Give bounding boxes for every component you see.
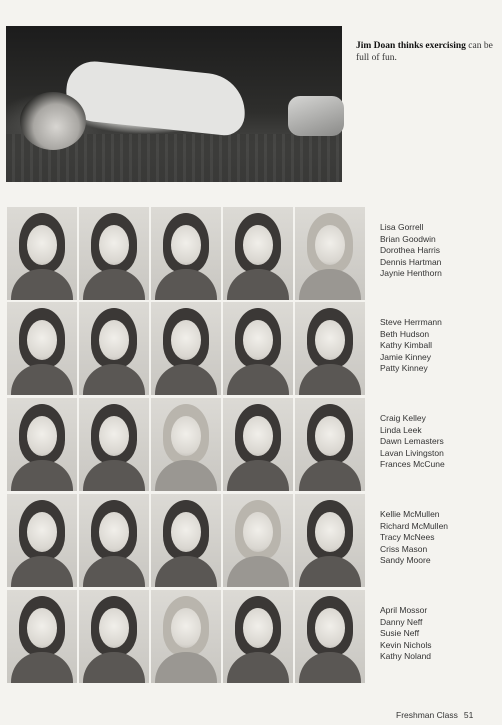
student-portrait (223, 207, 293, 300)
photo-caption (356, 40, 496, 64)
portrait-body (299, 652, 361, 683)
student-name: Kathy Kimball (380, 340, 432, 350)
portrait-body (83, 460, 145, 491)
student-name: Frances McCune (380, 459, 445, 469)
portrait-face (171, 225, 201, 265)
portrait-body (227, 556, 289, 587)
student-portrait (223, 302, 293, 395)
portrait-body (227, 364, 289, 395)
student-name: Jamie Kinney (380, 351, 432, 362)
student-portrait (295, 494, 365, 587)
student-name: Steve Herrmann (380, 317, 442, 327)
student-name: April Mossor (380, 605, 428, 615)
student-portrait (295, 302, 365, 395)
portrait-face (99, 608, 129, 648)
student-portrait (7, 590, 77, 683)
student-figure (63, 59, 248, 137)
portrait-body (155, 460, 217, 491)
portrait-face (99, 320, 129, 360)
portrait-body (83, 269, 145, 300)
caption-bold: Jim Doan thinks exercising (356, 41, 466, 51)
portrait-face (315, 512, 345, 552)
portrait-face (99, 416, 129, 456)
student-name: Beth Hudson (380, 328, 430, 339)
name-list (380, 509, 498, 567)
portrait-face (315, 416, 345, 456)
portrait-body (299, 556, 361, 587)
student-name: Brian Goodwin (380, 233, 436, 244)
page-footer (396, 710, 473, 720)
portrait-face (27, 225, 57, 265)
student-name: Kathy Noland (380, 651, 432, 661)
student-name: Dennis Hartman (380, 256, 442, 267)
portrait-body (11, 460, 73, 491)
portrait-body (155, 556, 217, 587)
student-name: Richard McMullen (380, 520, 449, 531)
portrait-face (171, 320, 201, 360)
name-list (380, 222, 498, 280)
portrait-face (171, 512, 201, 552)
portrait-body (155, 652, 217, 683)
portrait-face (243, 512, 273, 552)
portrait-body (11, 652, 73, 683)
portrait-face (99, 225, 129, 265)
student-name: Linda Leek (380, 424, 422, 435)
portrait-body (299, 269, 361, 300)
name-list (380, 413, 498, 471)
portrait-body (227, 460, 289, 491)
student-portrait (295, 590, 365, 683)
student-portrait (151, 207, 221, 300)
student-name: Lavan Livingston (380, 447, 444, 458)
portrait-face (243, 416, 273, 456)
student-name: Craig Kelley (380, 413, 426, 423)
student-name: Patty Kinney (380, 363, 428, 373)
portrait-body (83, 364, 145, 395)
portrait-face (243, 320, 273, 360)
portrait-face (315, 225, 345, 265)
student-portrait (7, 494, 77, 587)
student-name: Jaynie Henthorn (380, 268, 442, 278)
student-portrait (7, 302, 77, 395)
student-portrait (79, 494, 149, 587)
student-portrait (79, 207, 149, 300)
portrait-face (99, 512, 129, 552)
section-name: Freshman Class (396, 710, 458, 720)
portrait-body (83, 556, 145, 587)
portrait-body (155, 364, 217, 395)
portrait-body (11, 556, 73, 587)
student-name: Dawn Lemasters (380, 436, 444, 446)
portrait-body (299, 364, 361, 395)
student-portrait (7, 207, 77, 300)
student-portrait (151, 302, 221, 395)
portrait-face (315, 320, 345, 360)
portrait-face (27, 320, 57, 360)
caption-text: can be full of fun. (356, 41, 493, 63)
student-name: Sandy Moore (380, 555, 431, 565)
student-portrait (79, 302, 149, 395)
portrait-face (243, 608, 273, 648)
student-portrait (223, 494, 293, 587)
name-list (380, 605, 498, 663)
name-list (380, 317, 498, 375)
portrait-body (83, 652, 145, 683)
student-portrait (295, 398, 365, 491)
portrait-body (155, 269, 217, 300)
student-portrait (79, 590, 149, 683)
student-name: Kevin Nichols (380, 639, 432, 650)
student-head (20, 92, 86, 150)
portrait-body (227, 652, 289, 683)
student-portrait (151, 398, 221, 491)
portrait-face (315, 608, 345, 648)
student-shoes (288, 96, 344, 136)
portrait-face (171, 608, 201, 648)
exercise-photo (6, 26, 342, 182)
student-name: Dorothea Harris (380, 245, 440, 255)
portrait-body (11, 364, 73, 395)
student-portrait (151, 590, 221, 683)
portrait-face (27, 512, 57, 552)
portrait-body (227, 269, 289, 300)
student-name: Danny Neff (380, 616, 423, 627)
student-portrait (79, 398, 149, 491)
portrait-body (299, 460, 361, 491)
student-name: Kellie McMullen (380, 509, 440, 519)
student-portrait (151, 494, 221, 587)
student-portrait (7, 398, 77, 491)
page-number: 51 (463, 710, 474, 720)
student-name: Susie Neff (380, 628, 420, 638)
student-name: Tracy McNees (380, 532, 435, 542)
student-name: Criss Mason (380, 543, 428, 554)
student-name: Lisa Gorrell (380, 222, 424, 232)
student-portrait (223, 398, 293, 491)
portrait-face (171, 416, 201, 456)
portrait-face (243, 225, 273, 265)
student-portrait (295, 207, 365, 300)
portrait-face (27, 416, 57, 456)
portrait-face (27, 608, 57, 648)
portrait-body (11, 269, 73, 300)
student-portrait (223, 590, 293, 683)
